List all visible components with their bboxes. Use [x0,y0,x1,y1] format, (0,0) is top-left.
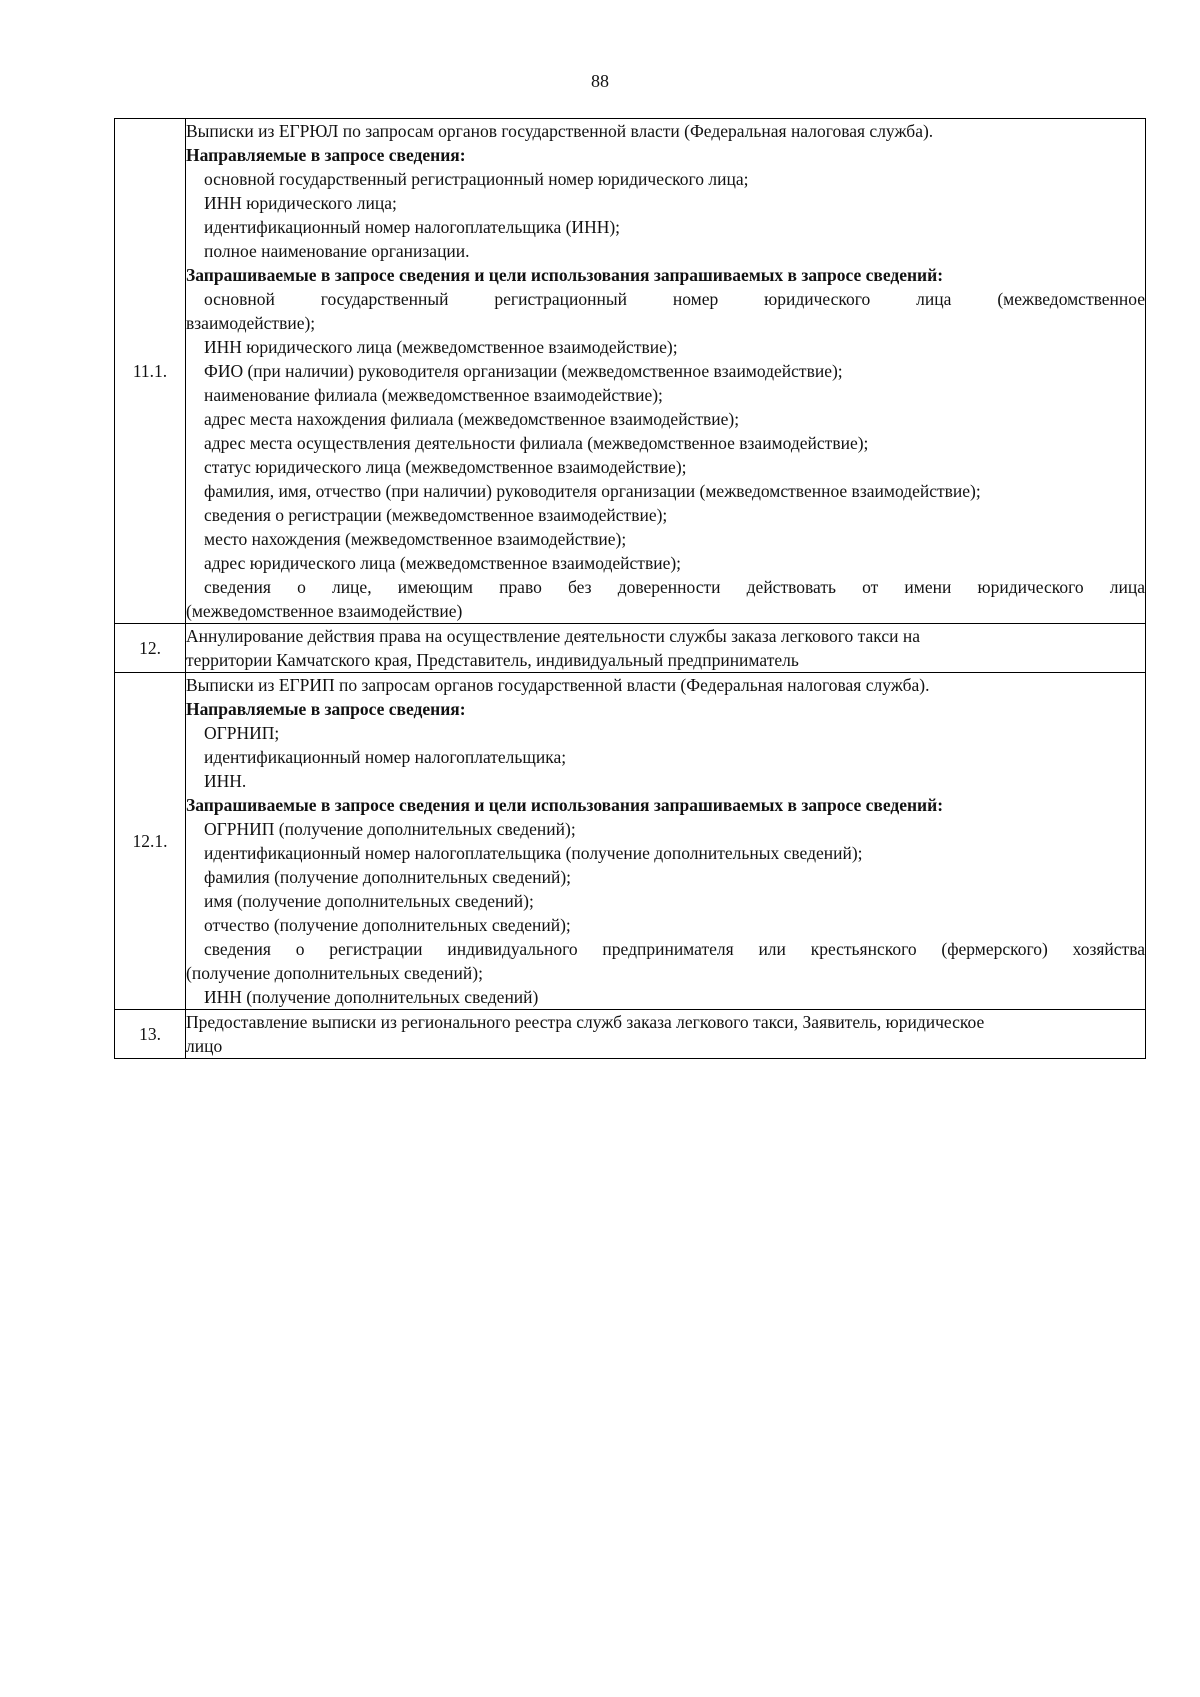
content-line: (межведомственное взаимодействие) [186,601,463,621]
content-line: лицо [186,1036,223,1056]
content-line: адрес места нахождения филиала (межведомственное взаимодействие); [204,409,740,429]
content-line: территории Камчатского края, Представитель, индивидуальный предприниматель [186,650,799,670]
row-content [186,119,1146,624]
table-row [115,673,1146,1010]
content-line: Предоставление выписки из регионального реестра служб заказа легкового такси, Заявитель, юридическое [186,1012,985,1032]
row-content [186,1010,1146,1059]
content-line: основной государственный регистрационный номер юридического лица (межведомственное [204,289,1145,309]
content-line: ОГРНИП (получение дополнительных сведений); [204,819,576,839]
content-line: идентификационный номер налогоплательщика (получение дополнительных сведений); [204,843,863,863]
content-line: полное наименование организации. [204,241,470,261]
table-row [115,624,1146,673]
section-heading: Запрашиваемые в запросе сведения и цели использования запрашиваемых в запросе сведений: [186,265,944,285]
content-line: Аннулирование действия права на осуществление деятельности службы заказа легкового такси на [186,626,921,646]
row-content [186,624,1146,673]
row-number: 11.1. [115,119,186,624]
content-line: (получение дополнительных сведений); [186,963,483,983]
content-line: сведения о регистрации индивидуального предпринимателя или крестьянского (фермерского) хозяйства [204,939,1145,959]
content-line: ИНН (получение дополнительных сведений) [204,987,539,1007]
row-content [186,673,1146,1010]
content-line: ФИО (при наличии) руководителя организации (межведомственное взаимодействие); [204,361,843,381]
content-line: ИНН юридического лица; [204,193,397,213]
content-line: взаимодействие); [186,313,316,333]
row-number: 12. [115,624,186,673]
content-line: имя (получение дополнительных сведений); [204,891,534,911]
content-line: ИНН. [204,771,247,791]
section-heading: Направляемые в запросе сведения: [186,145,466,165]
content-line: сведения о лице, имеющим право без доверенности действовать от имени юридического лица [204,577,1145,597]
content-line: наименование филиала (межведомственное взаимодействие); [204,385,663,405]
content-line: адрес места осуществления деятельности филиала (межведомственное взаимодействие); [204,433,869,453]
content-line: идентификационный номер налогоплательщика; [204,747,567,767]
row-number: 13. [115,1010,186,1059]
content-line: сведения о регистрации (межведомственное взаимодействие); [204,505,668,525]
page-number: 88 [591,71,609,91]
content-line: фамилия (получение дополнительных сведений); [204,867,572,887]
content-line: фамилия, имя, отчество (при наличии) руководителя организации (межведомственное взаимодействие); [204,481,981,501]
content-line: место нахождения (межведомственное взаимодействие); [204,529,627,549]
section-heading: Запрашиваемые в запросе сведения и цели использования запрашиваемых в запросе сведений: [186,795,944,815]
content-line: Выписки из ЕГРИП по запросам органов государственной власти (Федеральная налоговая служба). [186,675,930,695]
section-heading: Направляемые в запросе сведения: [186,699,466,719]
content-line: Выписки из ЕГРЮЛ по запросам органов государственной власти (Федеральная налоговая служба). [186,121,934,141]
content-line: отчество (получение дополнительных сведений); [204,915,571,935]
table-row [115,119,1146,624]
content-line: ИНН юридического лица (межведомственное взаимодействие); [204,337,678,357]
row-number: 12.1. [115,673,186,1010]
content-line: идентификационный номер налогоплательщика (ИНН); [204,217,621,237]
table-body [115,119,1146,1059]
content-line: адрес юридического лица (межведомственное взаимодействие); [204,553,682,573]
table-row [115,1010,1146,1059]
document-table [114,118,1146,1059]
content-line: статус юридического лица (межведомственное взаимодействие); [204,457,687,477]
content-line: ОГРНИП; [204,723,280,743]
content-line: основной государственный регистрационный номер юридического лица; [204,169,749,189]
